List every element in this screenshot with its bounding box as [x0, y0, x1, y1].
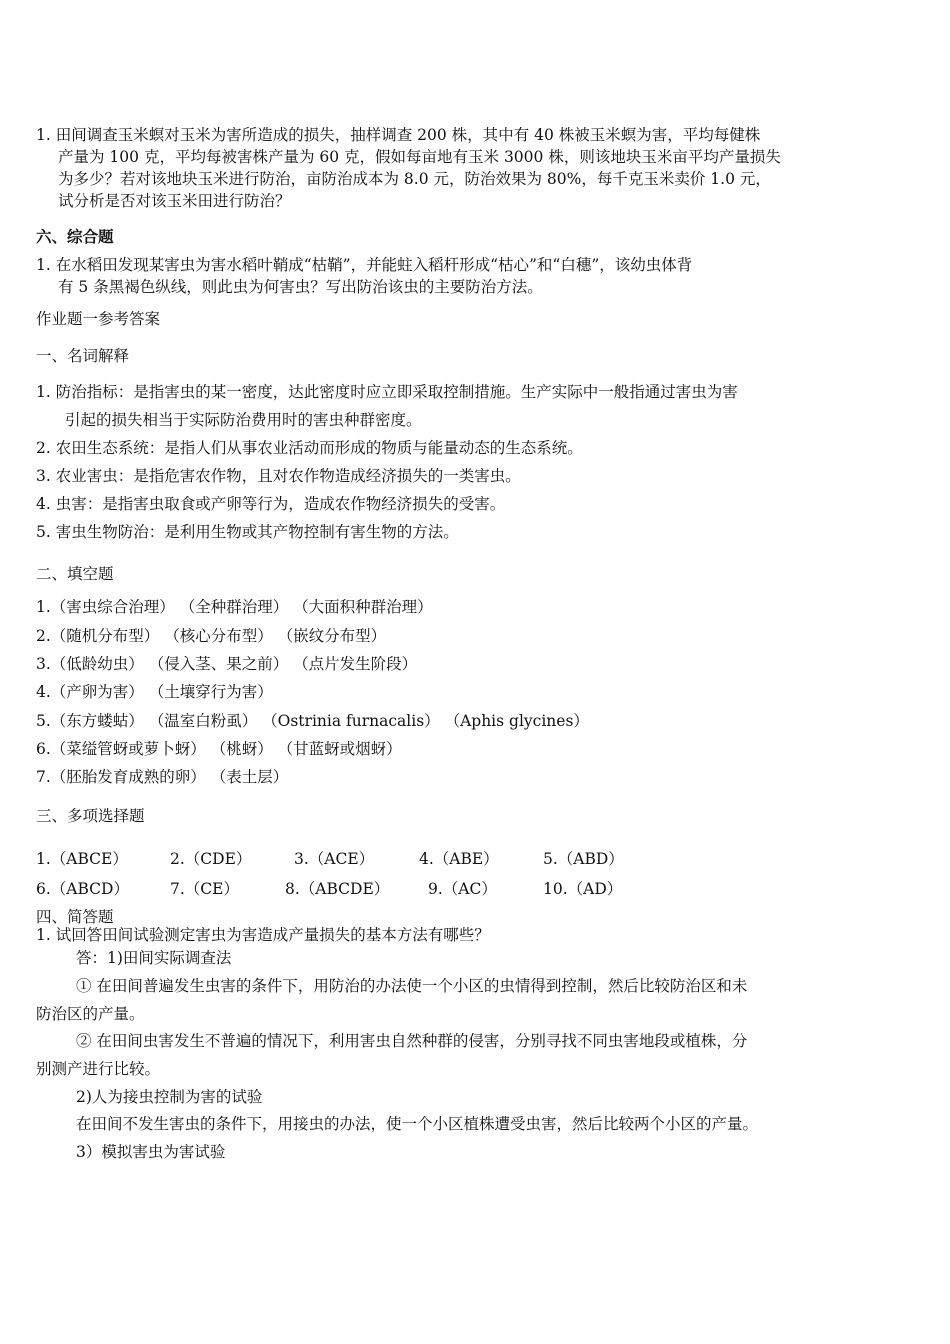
calc-problem-line-2: 产量为 100 克，平均每被害株产量为 60 克，假如每亩地有玉米 3000 株，则该地块玉米亩平均产量损失 — [58, 148, 781, 166]
section-6-q1-line-2: 有 5 条黑褐色纵线，则此虫为何害虫？写出防治该虫的主要防治方法。 — [58, 278, 543, 296]
part-2-row-4: 4.（产卵为害） （土壤穿行为害） — [36, 683, 273, 701]
part-4-answer-intro: 答：1)田间实际调查法 — [76, 949, 232, 967]
part-4-method-1a-line-2: 防治区的产量。 — [36, 1005, 145, 1023]
part-2-row-1: 1.（害虫综合治理） （全种群治理） （大面积种群治理） — [36, 598, 433, 616]
part-3-answer-1: 1.（ABCE） — [36, 850, 128, 868]
part-2-row-3: 3.（低龄幼虫） （侵入茎、果之前） （点片发生阶段） — [36, 655, 418, 673]
section-6-heading: 六、综合题 — [36, 227, 114, 246]
part-2-row-7: 7.（胚胎发育成熟的卵） （表土层） — [36, 768, 289, 786]
part-3-answer-8: 8.（ABCDE） — [285, 880, 390, 898]
part-3-answer-10: 10.（AD） — [543, 880, 623, 898]
part-4-heading: 四、简答题 — [36, 908, 114, 926]
part-2-row-2: 2.（随机分布型） （核心分布型） （嵌纹分布型） — [36, 627, 387, 645]
part-2-row-6: 6.（菜缢管蚜或萝卜蚜） （桃蚜） （甘蓝蚜或烟蚜） — [36, 740, 402, 758]
part-2-row-5: 5.（东方蝼蛄） （温室白粉虱） （Ostrinia furnacalis） （Aphis glycines） — [36, 712, 589, 730]
part-4-question-1: 1. 试回答田间试验测定害虫为害造成产量损失的基本方法有哪些？ — [36, 926, 490, 944]
part-4-method-1a-line-1: ① 在田间普遍发生虫害的条件下，用防治的办法使一个小区的虫情得到控制，然后比较防治区和未 — [76, 977, 748, 995]
part-1-item-4: 4. 虫害：是指害虫取食或产卵等行为，造成农作物经济损失的受害。 — [36, 495, 506, 513]
part-3-heading: 三、多项选择题 — [36, 807, 145, 825]
part-3-answer-7: 7.（CE） — [170, 880, 239, 898]
part-4-method-2-text: 在田间不发生害虫的条件下，用接虫的办法，使一个小区植株遭受虫害，然后比较两个小区的产量。 — [76, 1115, 759, 1133]
part-3-answer-9: 9.（AC） — [428, 880, 497, 898]
calc-problem-line-3: 为多少？若对该地块玉米进行防治，亩防治成本为 8.0 元，防治效果为 80%，每千克玉米卖价 1.0 元， — [58, 170, 771, 188]
part-1-heading: 一、名词解释 — [36, 347, 130, 365]
part-4-method-1b-line-1: ② 在田间虫害发生不普遍的情况下，利用害虫自然种群的侵害，分别寻找不同虫害地段或植株，分 — [76, 1032, 748, 1050]
part-2-heading: 二、填空题 — [36, 565, 114, 583]
part-3-answer-2: 2.（CDE） — [170, 850, 252, 868]
part-3-answer-3: 3.（ACE） — [294, 850, 375, 868]
part-4-method-2-heading: 2)人为接虫控制为害的试验 — [76, 1088, 263, 1106]
part-1-item-2: 2. 农田生态系统：是指人们从事农业活动而形成的物质与能量动态的生态系统。 — [36, 439, 583, 457]
part-1-item-5: 5. 害虫生物防治：是利用生物或其产物控制有害生物的方法。 — [36, 523, 459, 541]
part-3-answer-4: 4.（ABE） — [419, 850, 499, 868]
part-3-answer-5: 5.（ABD） — [543, 850, 624, 868]
part-4-method-3-heading: 3）模拟害虫为害试验 — [76, 1143, 226, 1161]
part-1-item-1-line-1: 1. 防治指标：是指害虫的某一密度，达此密度时应立即采取控制措施。生产实际中一般指通过害虫为害 — [36, 383, 738, 401]
part-1-item-1-line-2: 引起的损失相当于实际防治费用时的害虫种群密度。 — [65, 411, 422, 429]
part-4-method-1b-line-2: 别测产进行比较。 — [36, 1060, 161, 1078]
part-1-item-3: 3. 农业害虫：是指危害农作物，且对农作物造成经济损失的一类害虫。 — [36, 467, 521, 485]
calc-problem-line-4: 试分析是否对该玉米田进行防治？ — [58, 192, 291, 210]
answers-title: 作业题一参考答案 — [36, 310, 161, 328]
calc-problem-line-1: 1. 田间调查玉米螟对玉米为害所造成的损失，抽样调查 200 株，其中有 40 株被玉米螟为害，平均每健株 — [36, 126, 761, 144]
part-3-answer-6: 6.（ABCD） — [36, 880, 129, 898]
section-6-q1-line-1: 1. 在水稻田发现某害虫为害水稻叶鞘成“枯鞘”，并能蛀入稻杆形成“枯心”和“白穗”，该幼虫体背 — [36, 256, 693, 274]
